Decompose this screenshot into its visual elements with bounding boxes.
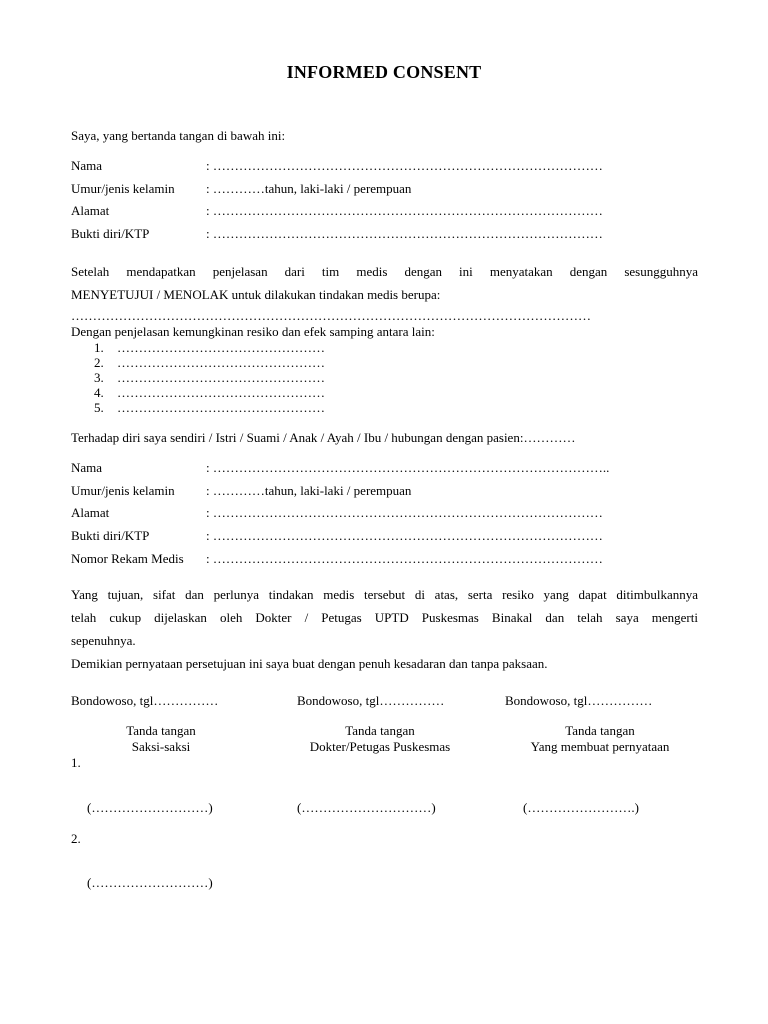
p1-id-label: Bukti diri/KTP xyxy=(71,226,150,241)
witness-number-2: 2. xyxy=(71,831,81,846)
risk-item-5: ………………………………………… xyxy=(117,400,325,415)
p1-address-label: Alamat xyxy=(71,203,110,218)
signature-line-declarant: (…………………….) xyxy=(523,800,639,815)
risk-number-4: 4. xyxy=(94,385,104,400)
risk-number-2: 2. xyxy=(94,355,104,370)
p2-id-field: : ……………………………………………………………………………… xyxy=(206,528,603,543)
risk-item-2: ………………………………………… xyxy=(117,355,325,370)
p1-id-field: : ……………………………………………………………………………… xyxy=(206,226,603,241)
p2-address-field: : ……………………………………………………………………………… xyxy=(206,505,603,520)
sign-label-col1: Tanda tangan xyxy=(126,723,196,738)
risk-item-4: ………………………………………… xyxy=(117,385,325,400)
risk-number-3: 3. xyxy=(94,370,104,385)
risk-intro: Dengan penjelasan kemungkinan resiko dan efek samping antara lain: xyxy=(71,324,435,339)
place-date-col1: Bondowoso, tgl…………… xyxy=(71,693,219,708)
signature-line-witness-2: (………………………) xyxy=(87,875,213,890)
risk-item-1: ………………………………………… xyxy=(117,340,325,355)
statement-line-2: MENYETUJUI / MENOLAK untuk dilakukan tindakan medis berupa: xyxy=(71,287,441,302)
risk-number-1: 1. xyxy=(94,340,104,355)
witness-number-1: 1. xyxy=(71,755,81,770)
relation-statement: Terhadap diri saya sendiri / Istri / Suami / Anak / Ayah / Ibu / hubungan dengan pasien:………… xyxy=(71,430,576,445)
p1-age-gender-label: Umur/jenis kelamin xyxy=(71,181,175,196)
closing-paragraph xyxy=(71,583,698,675)
page-title: INFORMED CONSENT xyxy=(286,62,482,82)
risk-number-5: 5. xyxy=(94,400,104,415)
p2-name-label: Nama xyxy=(71,460,103,475)
closing-line-4: Demikian pernyataan persetujuan ini saya buat dengan penuh kesadaran dan tanpa paksaan. xyxy=(71,656,548,671)
role-declarant: Yang membuat pernyataan xyxy=(530,739,670,754)
place-date-col3: Bondowoso, tgl…………… xyxy=(505,693,653,708)
statement-paragraph xyxy=(71,260,698,306)
p2-address-label: Alamat xyxy=(71,505,110,520)
role-doctor: Dokter/Petugas Puskesmas xyxy=(309,739,451,754)
sign-label-col2: Tanda tangan xyxy=(345,723,415,738)
risk-item-3: ………………………………………… xyxy=(117,370,325,385)
role-witnesses: Saksi-saksi xyxy=(131,739,191,754)
closing-line-1: Yang tujuan, sifat dan perlunya tindakan medis tersebut di atas, serta resiko yang dapat ditimbulkannya xyxy=(71,587,698,602)
p2-medical-record-field: : ……………………………………………………………………………… xyxy=(206,551,603,566)
p1-name-label: Nama xyxy=(71,158,103,173)
p2-name-field: : ……………………………………………………………………………….. xyxy=(206,460,610,475)
p1-name-field: : ……………………………………………………………………………… xyxy=(206,158,603,173)
p2-age-gender-field: : …………tahun, laki-laki / perempuan xyxy=(206,483,412,498)
closing-line-2: telah cukup dijelaskan oleh Dokter / Petugas UPTD Puskesmas Binakal dan telah saya mengerti xyxy=(71,610,698,625)
p2-age-gender-label: Umur/jenis kelamin xyxy=(71,483,175,498)
signature-line-doctor: (…………………………) xyxy=(297,800,436,815)
p2-medical-record-label: Nomor Rekam Medis xyxy=(71,551,184,566)
p1-address-field: : ……………………………………………………………………………… xyxy=(206,203,603,218)
closing-line-3: sepenuhnya. xyxy=(71,633,136,648)
procedure-dots-field: ………………………………………………………………………………………………………… xyxy=(71,308,591,323)
p2-id-label: Bukti diri/KTP xyxy=(71,528,150,543)
intro-text: Saya, yang bertanda tangan di bawah ini: xyxy=(71,128,286,143)
statement-line-1: Setelah mendapatkan penjelasan dari tim medis dengan ini menyatakan dengan sesungguhnya xyxy=(71,264,698,279)
place-date-col2: Bondowoso, tgl…………… xyxy=(297,693,445,708)
p1-age-gender-field: : …………tahun, laki-laki / perempuan xyxy=(206,181,412,196)
signature-line-witness-1: (………………………) xyxy=(87,800,213,815)
sign-label-col3: Tanda tangan xyxy=(565,723,635,738)
